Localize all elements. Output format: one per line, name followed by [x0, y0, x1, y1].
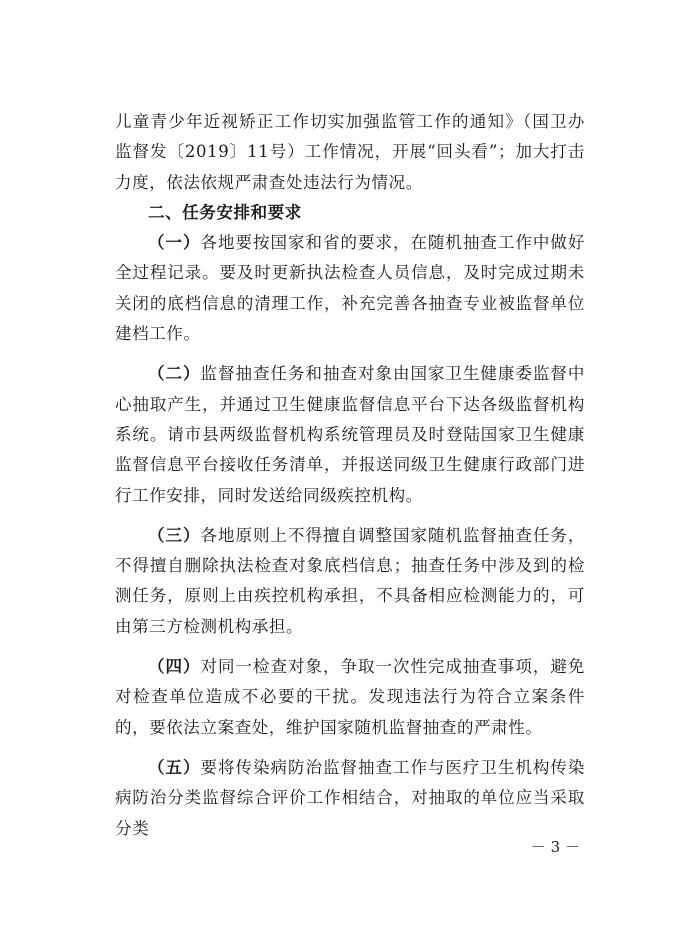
item-4-label: （四）	[148, 657, 201, 677]
item-1-paragraph	[115, 228, 585, 349]
item-5-paragraph	[115, 753, 585, 844]
paragraph-gap	[115, 743, 585, 753]
item-2-text: 监督抽查任务和抽查对象由国家卫生健康委监督中心抽取产生，并通过卫生健康监督信息平台下达各级监督机构系统。请市县两级监督机构系统管理员及时登陆国家卫生健康监督信息平台接收任务清单，并报送同级卫生健康行政部门进行工作安排，同时发送给同级疾控机构。	[115, 364, 585, 505]
paragraph-gap	[115, 642, 585, 652]
item-3-label: （三）	[148, 525, 201, 545]
item-5-label: （五）	[148, 757, 201, 777]
item-2-paragraph	[115, 359, 585, 510]
item-4-text: 对同一检查对象，争取一次性完成抽查事项，避免对检查单位造成不必要的干扰。发现违法行为符合立案条件的，要依法立案查处，维护国家随机监督抽查的严肃性。	[115, 657, 585, 737]
intro-paragraph: 儿童青少年近视矫正工作切实加强监管工作的通知》（国卫办监督发〔2019〕11号）工作情况，开展“回头看”；加大打击力度，依法依规严肃查处违法行为情况。	[115, 112, 585, 192]
item-4-paragraph	[115, 652, 585, 743]
page-number: － 3 －	[530, 838, 580, 856]
item-1-label: （一）	[148, 233, 201, 253]
paragraph-gap	[115, 511, 585, 521]
section-heading: 二、任务安排和要求	[148, 202, 302, 222]
paragraph-gap	[115, 349, 585, 359]
document-body	[115, 107, 585, 844]
item-3-paragraph	[115, 521, 585, 642]
item-2-label: （二）	[148, 364, 201, 384]
item-3-text: 各地原则上不得擅自调整国家随机监督抽查任务，不得擅自删除执法检查对象底档信息；抽查任务中涉及到的检测任务，原则上由疾控机构承担，不具备相应检测能力的，可由第三方检测机构承担。	[115, 525, 585, 636]
item-1-text: 各地要按国家和省的要求，在随机抽查工作中做好全过程记录。要及时更新执法检查人员信息，及时完成过期未关闭的底档信息的清理工作，补充完善各抽查专业被监督单位建档工作。	[115, 233, 585, 344]
item-5-text: 要将传染病防治监督抽查工作与医疗卫生机构传染病防治分类监督综合评价工作相结合，对抽取的单位应当采取分类	[115, 757, 585, 838]
